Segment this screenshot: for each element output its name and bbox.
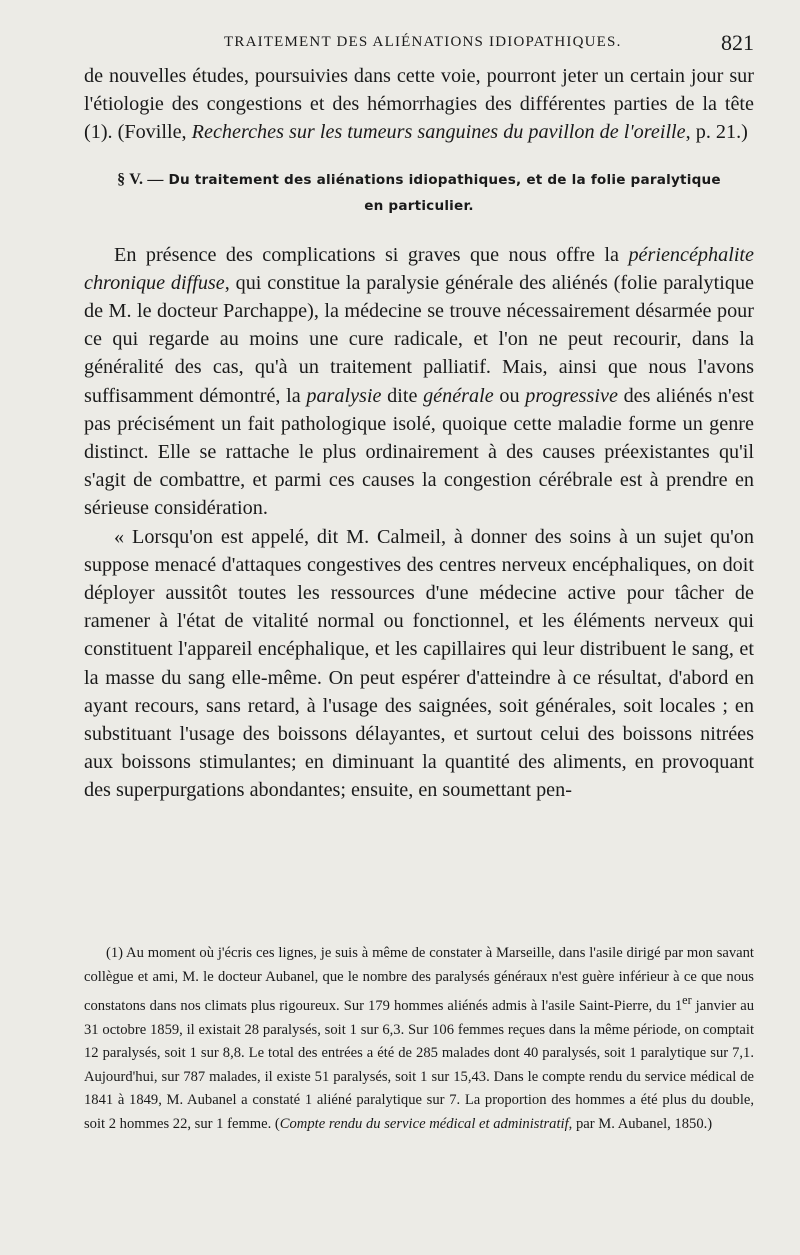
italic-term: paralysie [306, 384, 382, 407]
text-run: , par M. Aubanel, 1850.) [568, 1116, 713, 1133]
italic-term: progressive [525, 384, 618, 407]
italic-citation: Recherches sur les tumeurs sanguines du pavillon de l'oreille [191, 121, 686, 144]
text-run: (1) Au moment où j'écris ces lignes, je suis à même de constater à Marseille, dans l'asile dirigé par mon savant collègue et ami, M. le docteur Aubanel, que le nombre des paralysés généraux n'est guère inférieur à ce que nous constatons dans nos climats plus rigoureux. Sur 179 hommes aliénés admis à l'asile Saint-Pierre, du 1 [84, 945, 754, 1015]
running-head [84, 32, 754, 58]
paragraph-intro [84, 241, 754, 523]
italic-citation: Compte rendu du service médical et administratif [279, 1116, 569, 1133]
text-run: ou [493, 384, 526, 407]
running-title: TRAITEMENT DES ALIÉNATIONS IDIOPATHIQUES. [224, 34, 622, 50]
text-run: , p. 21.) [685, 121, 748, 144]
footnote [84, 942, 754, 1137]
section-number: § V. — [117, 170, 164, 188]
text-run: janvier au 31 octobre 1859, il existait 28 paralysés, soit 1 sur 6,3. Sur 106 femmes reçues dans la même période, on comptait 12 paralysés, soit 1 sur 8,8. Le total des entrées a été de 285 malades dont 40 paralysés, soit 1 paralytique sur 7,1. Aujourd'hui, sur 787 malades, il existe 51 paralysés, soit 1 sur 15,43. Dans le compte rendu du service médical de 1841 à 1849, M. Aubanel a constaté 1 aliéné paralytique sur 7. La proportion des hommes a été plus du double, soit 2 hommes 22, sur 1 femme. ( [84, 998, 754, 1133]
footnote-text [84, 942, 754, 1137]
superscript: er [682, 993, 692, 1008]
paragraph-quotation [84, 523, 754, 805]
page-number: 821 [721, 30, 754, 55]
text-run: de nouvelles études, poursuivies dans cette voie, pourront jeter un certain jour sur l'étiologie des congestions et des hémorrhagies des différentes parties de la tête (1). (Foville, [84, 65, 754, 144]
italic-term: générale [423, 384, 494, 407]
paragraph-continuation [84, 62, 754, 147]
section-title-line1: Du traitement des aliénations idiopathiques, et de la folie paralytique [168, 171, 721, 188]
body-text [84, 62, 754, 805]
text-run: « Lorsqu'on est appelé, dit M. Calmeil, à donner des soins à un sujet qu'on suppose menacé d'attaques congestives des centres nerveux encéphaliques, on doit déployer aussitôt toutes les ressources d'une médecine active pour tâcher de ramener à l'état de vitalité normal ou fonctionnel, et les éléments nerveux qui constituent l'appareil encéphalique, et les capillaires qui leur distribuent le sang, et la masse du sang elle-même. On peut espérer d'atteindre à ce résultat, d'abord en ayant recours, sans retard, à l'usage des saignées, soit générales, soit locales ; en substituant l'usage des boissons délayantes, et surtout celui des boissons nitrées aux boissons stimulantes; en diminuant la quantité des aliments, en provoquant des superpurgations abondantes; ensuite, en soumettant pen- [84, 525, 754, 802]
text-run: dite [381, 384, 424, 407]
italic-term: périencéphalite chronique diffuse [84, 243, 754, 294]
text-run: En présence des complications si graves que nous offre la [114, 243, 629, 266]
section-heading [84, 167, 754, 219]
text-run: des aliénés n'est pas précisément un fait pathologique isolé, quoique cette maladie forme un genre distinct. Elle se rattache le plus ordinairement à des causes préexistantes qu'il s'agit de combattre, et parmi ces causes la congestion cérébrale est à prendre en sérieuse considération. [84, 384, 755, 520]
text-run: , qui constitue la paralysie générale des aliénés (folie paralytique de M. le docteur Parchappe), la médecine se trouve nécessairement désarmée pour ce qui regarde au moins une cure radicale, et l'on ne peut recourir, dans la généralité des cas, qu'à un traitement palliatif. Mais, ainsi que nous l'avons suffisamment démontré, la [84, 271, 755, 407]
section-title-line2: en particulier. [364, 197, 474, 214]
